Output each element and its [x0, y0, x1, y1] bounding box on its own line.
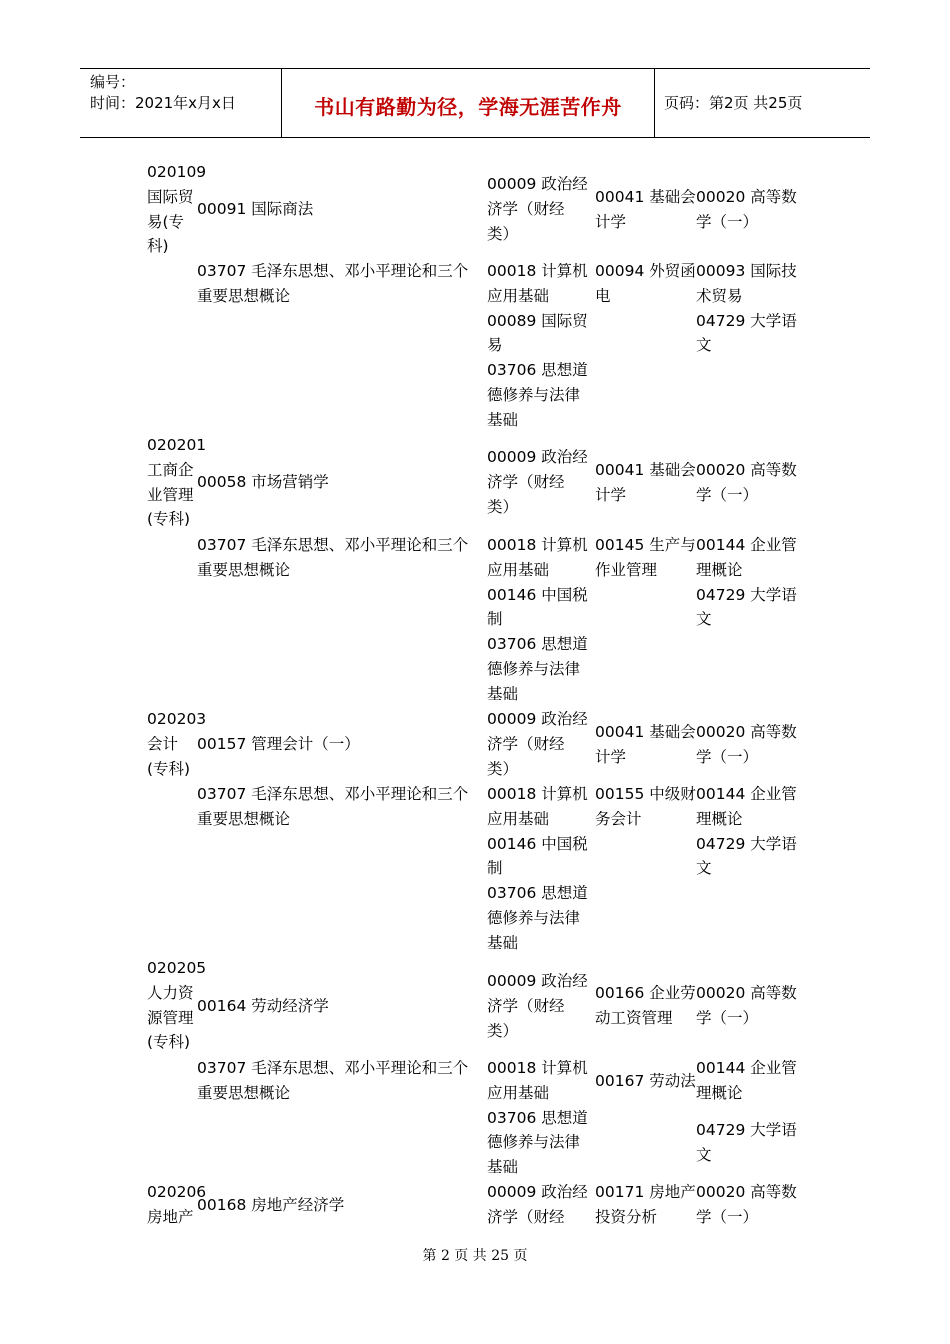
required-course: 03707 毛泽东思想、邓小平理论和三个 重要思想概论 [197, 785, 469, 828]
public-course: 00009 政治经 济学（财经 类） [487, 175, 588, 243]
elective-course: 00041 基础会 计学 [595, 461, 696, 504]
elective-course: 00155 中级财 务会计 [595, 785, 696, 828]
program-name: 020203 会计 (专科) [147, 710, 207, 778]
elective-course: 00041 基础会 计学 [595, 723, 696, 766]
required-course: 00168 房地产经济学 [197, 1196, 345, 1214]
header-motto: 书山有路勤为径，学海无涯苦作舟 [314, 95, 622, 119]
elective-course: 00144 企业管 理概论 [696, 1059, 797, 1102]
header-meta [90, 72, 236, 114]
elective-course: 00144 企业管 理概论 04729 大学语 文 [696, 785, 797, 878]
elective-course: 00144 企业管 理概论 04729 大学语 文 [696, 536, 797, 629]
program-name: 020109 国际贸 易(专 科) [147, 163, 207, 256]
required-course: 03707 毛泽东思想、邓小平理论和三个 重要思想概论 [197, 262, 469, 305]
required-course: 03707 毛泽东思想、邓小平理论和三个 重要思想概论 [197, 1059, 469, 1102]
public-course: 00009 政治经 济学（财经 类） [487, 448, 588, 516]
required-course: 00164 劳动经济学 [197, 997, 329, 1015]
elective-course: 00171 房地产 投资分析 [595, 1183, 696, 1226]
public-course: 00009 政治经 济学（财经 类） [487, 710, 588, 778]
elective-course: 00020 高等数 学（一） [696, 461, 797, 504]
page-footer: 第 2 页 共 25 页 [422, 1248, 528, 1264]
program-name: 020206 房地产 [147, 1183, 207, 1226]
elective-course: 00093 国际技 术贸易 04729 大学语 文 [696, 262, 797, 355]
public-course: 00009 政治经 济学（财经 [487, 1183, 588, 1226]
program-name: 020201 工商企 业管理 (专科) [147, 436, 207, 529]
elective-course: 00094 外贸函 电 [595, 262, 696, 305]
doc-number-label: 编号： [90, 73, 136, 91]
elective-course: 00167 劳动法 [595, 1072, 696, 1090]
header-divider [654, 69, 655, 137]
required-course: 00091 国际商法 [197, 200, 314, 218]
required-course: 00157 管理会计（一） [197, 735, 360, 753]
elective-course: 00041 基础会 计学 [595, 188, 696, 231]
public-course: 00018 计算机 应用基础 03706 思想道 德修养与法律 基础 [487, 1059, 588, 1177]
elective-course: 00020 高等数 学（一） [696, 188, 797, 231]
public-course: 00018 计算机 应用基础 00146 中国税 制 03706 思想道 德修养与法律 基础 [487, 536, 588, 703]
elective-course: 00145 生产与 作业管理 [595, 536, 696, 579]
elective-course: 00166 企业劳 动工资管理 [595, 984, 696, 1027]
header-page-number: 页码：第2页 共25页 [664, 94, 803, 112]
elective-course: 04729 大学语 文 [696, 1121, 797, 1164]
public-course: 00009 政治经 济学（财经 类） [487, 972, 588, 1040]
elective-course: 00020 高等数 学（一） [696, 984, 797, 1027]
required-course: 03707 毛泽东思想、邓小平理论和三个 重要思想概论 [197, 536, 469, 579]
program-name: 020205 人力资 源管理 (专科) [147, 959, 207, 1052]
public-course: 00018 计算机 应用基础 00089 国际贸 易 03706 思想道 德修养与法律 基础 [487, 262, 588, 429]
elective-course: 00020 高等数 学（一） [696, 723, 797, 766]
doc-time-label: 时间：2021年x月x日 [90, 94, 236, 112]
public-course: 00018 计算机 应用基础 00146 中国税 制 03706 思想道 德修养与法律 基础 [487, 785, 588, 952]
elective-course: 00020 高等数 学（一） [696, 1183, 797, 1226]
required-course: 00058 市场营销学 [197, 473, 329, 491]
page-header [80, 68, 870, 138]
